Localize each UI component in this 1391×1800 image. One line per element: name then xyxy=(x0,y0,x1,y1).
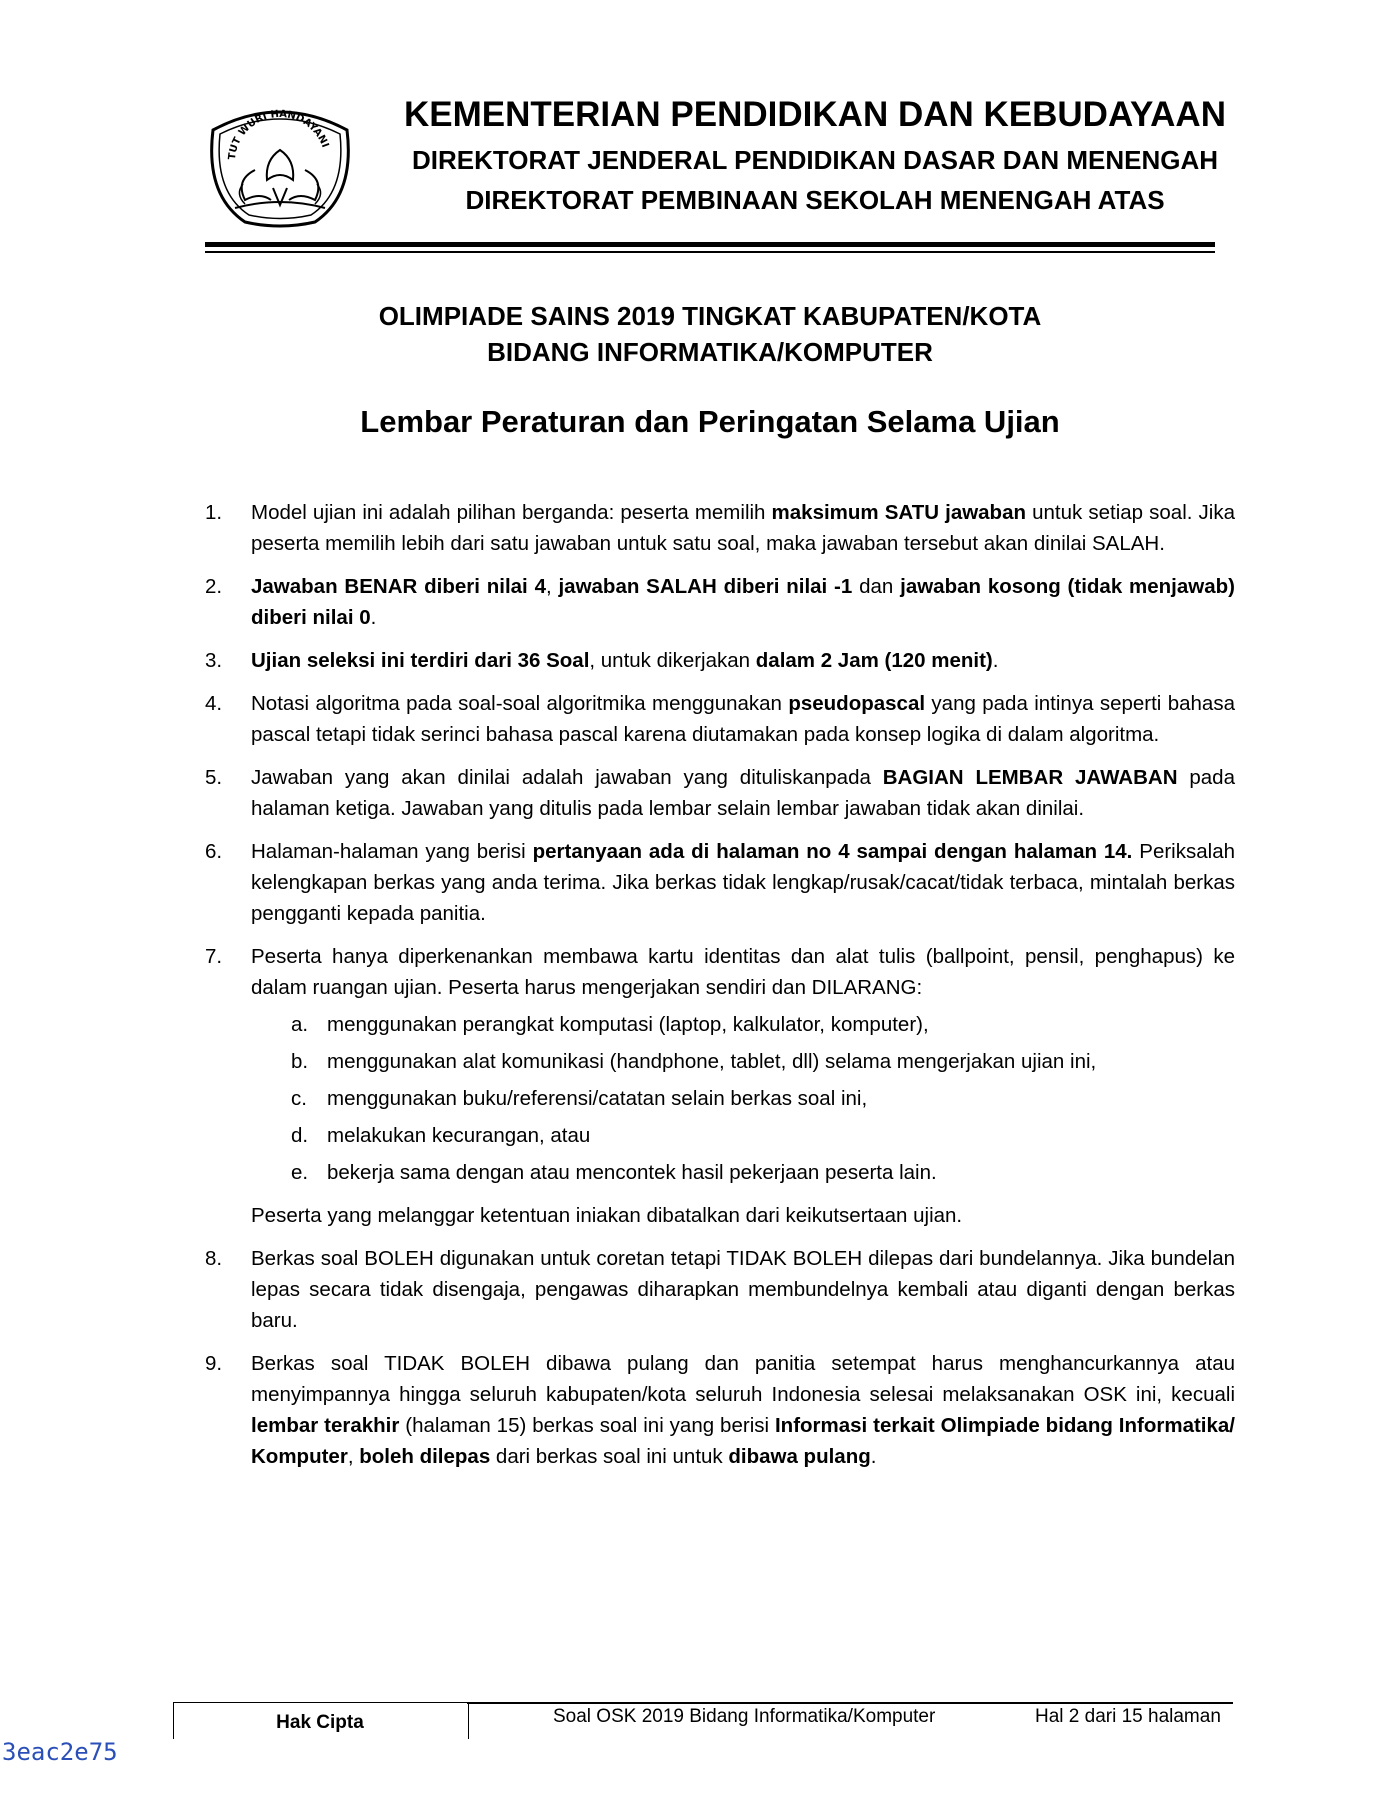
rule-item xyxy=(205,1243,1235,1336)
header-rule-thin xyxy=(205,251,1215,253)
prohibited-item-text: menggunakan alat komunikasi (handphone, tablet, dll) selama mengerjakan ujian ini, xyxy=(327,1050,1097,1073)
rule-number: 6. xyxy=(205,840,223,863)
prohibited-item-letter: a. xyxy=(291,1013,309,1036)
rule-number: 1. xyxy=(205,501,223,524)
prohibited-item-text: melakukan kecurangan, atau xyxy=(327,1124,591,1147)
prohibited-item xyxy=(251,1120,1235,1151)
rule-number: 8. xyxy=(205,1247,223,1270)
prohibited-item xyxy=(251,1083,1235,1114)
rule-text xyxy=(251,1348,1235,1472)
rule-text-segment: . xyxy=(370,606,377,629)
rule-text-segment: . xyxy=(992,649,999,672)
olympiad-title: OLIMPIADE SAINS 2019 TINGKAT KABUPATEN/KOTA xyxy=(378,301,1042,331)
rule-text-bold: BAGIAN LEMBAR JAWABAN xyxy=(882,766,1178,789)
sheet-title: Lembar Peraturan dan Peringatan Selama Ujian xyxy=(360,404,1060,439)
footer-document-name: Soal OSK 2019 Bidang Informatika/Komputer xyxy=(553,1706,936,1727)
rule-text-segment: Peserta hanya diperkenankan membawa kartu identitas dan alat tulis (ballpoint, pensil, penghapus) ke dalam ruangan ujian. Peserta harus mengerjakan sendiri dan DILARANG: xyxy=(251,945,1235,999)
footer-rule xyxy=(467,1702,1233,1704)
rule-text-segment: Periksalah kelengkapan berkas yang anda terima. Jika berkas tidak lengkap/rusak/cacat/tidak terbaca, mintalah berkas pengganti kepada panitia. xyxy=(251,840,1235,925)
rule-text-bold: Ujian seleksi ini terdiri dari 36 Soal xyxy=(251,649,590,672)
rule-text-segment: Jawaban yang akan dinilai adalah jawaban yang dituliskanpada xyxy=(251,766,883,789)
rule-item xyxy=(205,762,1235,824)
rule-text-bold: boleh dilepas xyxy=(359,1445,491,1468)
rule-text xyxy=(251,571,1235,633)
rule-item xyxy=(205,836,1235,929)
rule-number: 7. xyxy=(205,945,223,968)
prohibited-item-text: menggunakan perangkat komputasi (laptop, kalkulator, komputer), xyxy=(327,1013,929,1036)
rule-text-bold: Informasi terkait Olimpiade bidang Informatika/ Komputer xyxy=(251,1414,1235,1468)
rule-text-bold: jawaban kosong (tidak menjawab) diberi nilai 0 xyxy=(251,575,1235,629)
directorate-general: DIREKTORAT JENDERAL PENDIDIKAN DASAR DAN MENENGAH xyxy=(411,145,1219,175)
field-title: BIDANG INFORMATIKA/KOMPUTER xyxy=(487,337,933,367)
rule-text-bold: dalam 2 Jam (120 menit) xyxy=(755,649,993,672)
rule-text-segment: Halaman-halaman yang berisi xyxy=(251,840,533,863)
rule-text xyxy=(251,497,1235,559)
rule-text-segment: , xyxy=(347,1445,360,1468)
rule-number: 2. xyxy=(205,575,223,598)
prohibited-item xyxy=(251,1046,1235,1077)
rule-text xyxy=(251,762,1235,824)
rule-text-bold: Jawaban BENAR diberi nilai 4 xyxy=(251,575,546,598)
rules-list xyxy=(205,497,1235,1484)
rule-item xyxy=(205,688,1235,750)
prohibited-item-letter: e. xyxy=(291,1161,309,1184)
rule-text-segment: . xyxy=(870,1445,877,1468)
rule-item xyxy=(205,571,1235,633)
rule-text-segment: (halaman 15) berkas soal ini yang berisi xyxy=(399,1414,775,1437)
directorate: DIREKTORAT PEMBINAAN SEKOLAH MENENGAH ATAS xyxy=(465,185,1165,215)
rule-text-segment: dan xyxy=(852,575,901,598)
prohibited-item-letter: d. xyxy=(291,1124,309,1147)
rule-text-bold: lembar terakhir xyxy=(251,1414,400,1437)
logo-motto: TUT WURI HANDAYANI xyxy=(226,108,331,161)
rule-text-bold: dibawa pulang xyxy=(728,1445,871,1468)
rule-text-segment: Berkas soal BOLEH digunakan untuk coretan tetapi TIDAK BOLEH dilepas dari bundelannya. Jika bundelan lepas secara tidak disengaja, pengawas diharapkan membundelnya kembali atau diganti dengan berkas baru. xyxy=(251,1247,1235,1332)
rule-text xyxy=(251,645,1235,676)
rule-number: 9. xyxy=(205,1352,223,1375)
header-rule-thick xyxy=(205,242,1215,247)
rule-number: 4. xyxy=(205,692,223,715)
rule-text-segment: Berkas soal TIDAK BOLEH dibawa pulang dan panitia setempat harus menghancurkannya atau menyimpannya hingga seluruh kabupaten/kota seluruh Indonesia selesai melaksanakan OSK ini, kecuali xyxy=(251,1352,1235,1406)
prohibited-item-text: bekerja sama dengan atau mencontek hasil pekerjaan peserta lain. xyxy=(327,1161,937,1184)
rule-text-segment: untuk setiap soal. Jika peserta memilih lebih dari satu jawaban untuk satu soal, maka jawaban tersebut akan dinilai SALAH. xyxy=(251,501,1235,555)
prohibited-item-letter: c. xyxy=(291,1087,307,1110)
rule-text-segment: dari berkas soal ini untuk xyxy=(490,1445,729,1468)
rule-text xyxy=(251,1243,1235,1336)
rule-text-bold: pertanyaan ada di halaman no 4 sampai dengan halaman 14. xyxy=(532,840,1133,863)
rule-text-segment: Notasi algoritma pada soal-soal algoritmika menggunakan xyxy=(251,692,789,715)
prohibited-list xyxy=(251,1009,1235,1188)
prohibited-item xyxy=(251,1009,1235,1040)
rule-number: 3. xyxy=(205,649,223,672)
rule-text-bold: maksimum SATU jawaban xyxy=(771,501,1027,524)
prohibited-item-letter: b. xyxy=(291,1050,309,1073)
rule-text-segment: Model ujian ini adalah pilihan berganda: peserta memilih xyxy=(251,501,772,524)
rule-text-segment: , untuk dikerjakan xyxy=(589,649,756,672)
ministry-name: KEMENTERIAN PENDIDIKAN DAN KEBUDAYAAN xyxy=(404,95,1226,134)
rule-note: Peserta yang melanggar ketentuan iniakan dibatalkan dari keikutsertaan ujian. xyxy=(251,1204,963,1227)
rule-text-segment: yang pada intinya seperti bahasa pascal tetapi tidak serinci bahasa pascal karena diutamakan pada konsep logika di dalam algoritma. xyxy=(251,692,1235,746)
page-footer xyxy=(173,1702,1233,1738)
document-stamp: 3eac2e75 xyxy=(2,1738,118,1766)
rule-item xyxy=(205,497,1235,559)
rule-text xyxy=(251,688,1235,750)
rule-text-segment: , xyxy=(545,575,559,598)
footer-copyright: Hak Cipta xyxy=(276,1712,364,1733)
rule-item xyxy=(205,645,1235,676)
rule-text-bold: pseudopascal xyxy=(788,692,926,715)
prohibited-item-text: menggunakan buku/referensi/catatan selain berkas soal ini, xyxy=(327,1087,868,1110)
rule-text xyxy=(251,941,1235,1003)
rule-text xyxy=(251,836,1235,929)
footer-page-number: Hal 2 dari 15 halaman xyxy=(1035,1706,1221,1727)
rule-number: 5. xyxy=(205,766,223,789)
tut-wuri-handayani-logo xyxy=(205,100,355,230)
rule-text-segment: pada halaman ketiga. Jawaban yang ditulis pada lembar selain lembar jawaban tidak akan dinilai. xyxy=(251,766,1235,820)
rule-item xyxy=(205,1348,1235,1472)
rule-item xyxy=(205,941,1235,1231)
rule-text-bold: jawaban SALAH diberi nilai -1 xyxy=(558,575,853,598)
prohibited-item xyxy=(251,1157,1235,1188)
